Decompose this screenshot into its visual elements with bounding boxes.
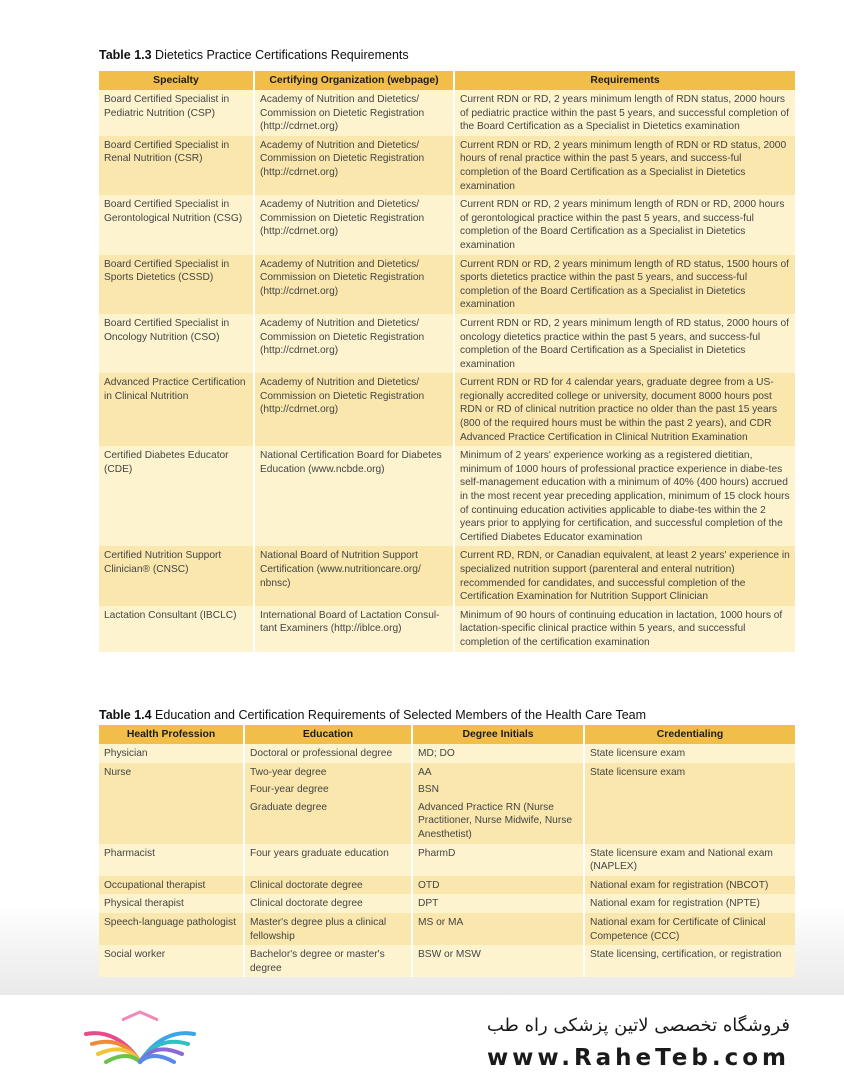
profession-cell: Nurse xyxy=(99,763,245,844)
table-row xyxy=(99,373,795,446)
credentialing-cell: National exam for registration (NPTE) xyxy=(585,894,795,913)
column-header-specialty: Specialty xyxy=(99,71,255,90)
degree-cell xyxy=(413,763,585,844)
organization-cell: National Certification Board for Diabetes Education (www.ncbde.org) xyxy=(255,446,455,546)
education-cell xyxy=(245,844,413,876)
organization-cell: Academy of Nutrition and Dietetics/ Commission on Dietetic Registration (http://cdrnet.org) xyxy=(255,373,455,446)
specialty-cell: Certified Diabetes Educator (CDE) xyxy=(99,446,255,546)
table-row xyxy=(99,606,795,652)
table-14-body xyxy=(99,744,795,977)
organization-cell: Academy of Nutrition and Dietetics/ Commission on Dietetic Registration (http://cdrnet.org) xyxy=(255,314,455,373)
table-14-title: Education and Certification Requirements of Selected Members of the Health Care Team xyxy=(151,708,647,722)
education-entry: Master's degree plus a clinical fellowship xyxy=(250,916,387,942)
store-name: فروشگاه تخصصی لاتین پزشکی راه طب xyxy=(486,1015,790,1036)
specialty-cell: Advanced Practice Certification in Clinical Nutrition xyxy=(99,373,255,446)
specialty-cell: Lactation Consultant (IBCLC) xyxy=(99,606,255,652)
column-header-credentialing: Credentialing xyxy=(585,725,795,744)
table-row xyxy=(99,255,795,314)
table-13-title: Dietetics Practice Certifications Requirements xyxy=(151,48,409,62)
organization-cell: National Board of Nutrition Support Certification (www.nutritioncare.org/ nbnsc) xyxy=(255,546,455,605)
requirements-cell: Current RDN or RD, 2 years minimum length of RD status, 2000 hours of oncology dietetics practice within the past 5 years, and success-ful completion of the Board Certification as a Specialist in Dietetics examination xyxy=(455,314,795,373)
table-row xyxy=(99,195,795,254)
table-row xyxy=(99,546,795,605)
table-14-caption xyxy=(99,708,646,722)
requirements-cell: Current RDN or RD, 2 years minimum length of RDN or RD, 2000 hours of gerontological practice within the past 5 years, and success-ful completion of the Board Certification as a Specialist in Dietetics examination xyxy=(455,195,795,254)
credentialing-cell: National exam for registration (NBCOT) xyxy=(585,876,795,895)
degree-entry: BSW or MSW xyxy=(418,949,481,961)
profession-cell: Physical therapist xyxy=(99,894,245,913)
education-entry: Four years graduate education xyxy=(250,847,389,859)
organization-cell: Academy of Nutrition and Dietetics/ Commission on Dietetic Registration (http://cdrnet.org) xyxy=(255,90,455,136)
table-row xyxy=(99,894,795,913)
column-header-health-profession: Health Profession xyxy=(99,725,245,744)
column-header-education: Education xyxy=(245,725,413,744)
education-entry: Graduate degree xyxy=(250,801,328,813)
requirements-cell: Minimum of 2 years' experience working as a registered dietitian, minimum of 1000 hours of professional practice experience in diabe-tes self-management education with a minimum of 40% (400 hours) accrued in the most recent year preceding application, minimum of 15 clock hours of continuing education activities applicable to diabe-tes within the 2 years prior to applying for certification, and successful completion of the Certified Diabetes Educator examination xyxy=(455,446,795,546)
degree-entry: DPT xyxy=(418,898,439,910)
specialty-cell: Board Certified Specialist in Sports Dietetics (CSSD) xyxy=(99,255,255,314)
column-header-degree-initials: Degree Initials xyxy=(413,725,585,744)
education-entry: Clinical doctorate degree xyxy=(250,879,363,891)
education-entry: Clinical doctorate degree xyxy=(250,898,363,910)
specialty-cell: Board Certified Specialist in Oncology Nutrition (CSO) xyxy=(99,314,255,373)
open-book-logo-icon xyxy=(78,1010,203,1072)
organization-cell: Academy of Nutrition and Dietetics/ Commission on Dietetic Registration (http://cdrnet.org) xyxy=(255,255,455,314)
education-entry: Doctoral or professional degree xyxy=(250,748,393,759)
table-row xyxy=(99,744,795,763)
requirements-cell: Current RDN or RD, 2 years minimum length of RDN status, 2000 hours of pediatric practice within the past 5 years, and successful completion of the Board Certification as a Specialist in Dietetics examination xyxy=(455,90,795,136)
degree-entry: AA xyxy=(418,766,432,778)
column-header-requirements: Requirements xyxy=(455,71,795,90)
credentialing-cell: National exam for Certificate of Clinical Competence (CCC) xyxy=(585,913,795,945)
specialty-cell: Board Certified Specialist in Renal Nutrition (CSR) xyxy=(99,136,255,195)
table-13-header-row xyxy=(99,71,795,90)
requirements-cell: Current RDN or RD, 2 years minimum length of RDN or RD status, 2000 hours of renal practice within the past 5 years, and success-ful completion of the Board Certification as a Specialist in Dietetics examination xyxy=(455,136,795,195)
table-13-caption xyxy=(99,48,409,62)
store-url: www.RaheTeb.com xyxy=(486,1045,790,1071)
education-cell xyxy=(245,913,413,945)
table-14-label: Table 1.4 xyxy=(99,708,152,722)
degree-entry: BSN xyxy=(418,784,439,796)
table-row xyxy=(99,314,795,373)
education-cell xyxy=(245,763,413,844)
degree-cell xyxy=(413,913,585,945)
requirements-cell: Current RD, RDN, or Canadian equivalent, at least 2 years' experience in specialized nutrition support (parenteral and enteral nutrition) recommended for candidates, and successful completion of the Certification Examination for Nutrition Support Clinician xyxy=(455,546,795,605)
requirements-cell: Current RDN or RD for 4 calendar years, graduate degree from a US-regionally accredited college or university, document 8000 hours post RDN or RD of clinical nutrition practice no older than the past 15 years (800 of the required hours must be within the past 2 years), and CDR Advanced Practice Certification in Clinical Nutrition Examination xyxy=(455,373,795,446)
education-entry: Bachelor's degree or master's degree xyxy=(250,949,385,974)
table-row xyxy=(99,913,795,945)
specialty-cell: Board Certified Specialist in Gerontological Nutrition (CSG) xyxy=(99,195,255,254)
degree-entry: MD; DO xyxy=(418,748,455,759)
education-entry: Four-year degree xyxy=(250,784,329,796)
profession-cell: Physician xyxy=(99,744,245,763)
degree-cell xyxy=(413,876,585,895)
organization-cell: International Board of Lactation Consul-tant Examiners (http://iblce.org) xyxy=(255,606,455,652)
degree-entry: PharmD xyxy=(418,847,456,859)
degree-cell xyxy=(413,945,585,977)
education-cell xyxy=(245,876,413,895)
degree-cell xyxy=(413,844,585,876)
table-row xyxy=(99,90,795,136)
organization-cell: Academy of Nutrition and Dietetics/ Commission on Dietetic Registration (http://cdrnet.org) xyxy=(255,136,455,195)
table-row xyxy=(99,876,795,895)
credentialing-cell: State licensure exam xyxy=(585,763,795,844)
credentialing-cell: State licensure exam and National exam (NAPLEX) xyxy=(585,844,795,876)
table-row xyxy=(99,136,795,195)
credentialing-cell: State licensing, certification, or registration xyxy=(585,945,795,977)
profession-cell: Occupational therapist xyxy=(99,876,245,895)
table-13 xyxy=(99,71,795,652)
organization-cell: Academy of Nutrition and Dietetics/ Commission on Dietetic Registration (http://cdrnet.org) xyxy=(255,195,455,254)
specialty-cell: Board Certified Specialist in Pediatric Nutrition (CSP) xyxy=(99,90,255,136)
degree-entry: OTD xyxy=(418,879,440,891)
table-13-label: Table 1.3 xyxy=(99,48,152,62)
degree-entry: Advanced Practice RN (Nurse Practitioner, Nurse Midwife, Nurse Anesthetist) xyxy=(418,801,572,840)
specialty-cell: Certified Nutrition Support Clinician® (CNSC) xyxy=(99,546,255,605)
degree-entry: MS or MA xyxy=(418,916,464,928)
credentialing-cell: State licensure exam xyxy=(585,744,795,763)
education-cell xyxy=(245,894,413,913)
requirements-cell: Current RDN or RD, 2 years minimum length of RD status, 1500 hours of sports dietetics practice within the past 5 years, and success-ful completion of the Board Certification as a Specialist in Dietetics examination xyxy=(455,255,795,314)
table-14-header-row xyxy=(99,725,795,744)
table-row xyxy=(99,844,795,876)
table-13-body xyxy=(99,90,795,652)
table-row xyxy=(99,446,795,546)
education-cell xyxy=(245,945,413,977)
table-14 xyxy=(99,725,795,977)
column-header-certifying-organization: Certifying Organization (webpage) xyxy=(255,71,455,90)
table-row xyxy=(99,763,795,844)
degree-cell xyxy=(413,744,585,763)
requirements-cell: Minimum of 90 hours of continuing education in lactation, 1000 hours of lactation-specific clinical practice within 5 years, and successful completion of the certification examination xyxy=(455,606,795,652)
table-row xyxy=(99,945,795,977)
degree-cell xyxy=(413,894,585,913)
education-entry: Two-year degree xyxy=(250,766,327,778)
profession-cell: Social worker xyxy=(99,945,245,977)
profession-cell: Speech-language pathologist xyxy=(99,913,245,945)
education-cell xyxy=(245,744,413,763)
profession-cell: Pharmacist xyxy=(99,844,245,876)
